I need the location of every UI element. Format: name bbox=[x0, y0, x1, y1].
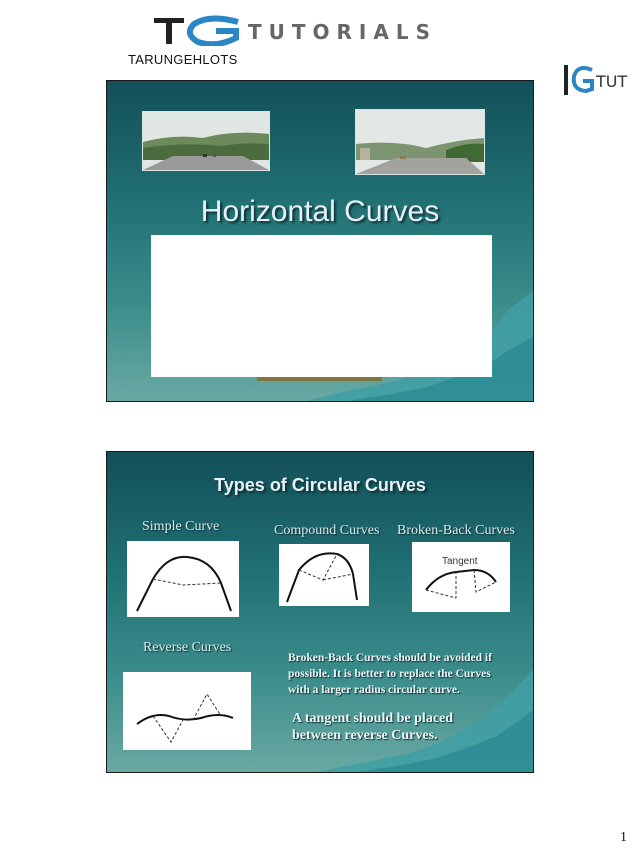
broken-back-note: Broken-Back Curves should be avoided if possible. It is better to replace the Curves with a larger radius circular curve. bbox=[288, 652, 492, 696]
slide-title: Horizontal Curves bbox=[200, 195, 440, 228]
label-reverse-curves: Reverse Curves bbox=[143, 640, 232, 655]
slide-types-of-circular-curves bbox=[106, 451, 534, 773]
page-number: 1 bbox=[620, 830, 627, 845]
slide-title: Types of Circular Curves bbox=[214, 475, 426, 495]
content-placeholder bbox=[151, 235, 492, 377]
highway-photo-1 bbox=[142, 111, 270, 171]
tg-logo-right bbox=[562, 62, 638, 98]
label-broken-back-curves: Broken-Back Curves bbox=[397, 523, 515, 538]
tangent-label: Tangent bbox=[442, 556, 478, 567]
author-name: TARUNGEHLOTS bbox=[128, 52, 238, 67]
tangent-note: A tangent should be placed between reverse Curves. bbox=[292, 711, 454, 743]
tg-tutorials-logo bbox=[150, 12, 495, 46]
simple-curve-diagram bbox=[127, 541, 239, 617]
broken-back-curve-diagram bbox=[412, 542, 510, 612]
logo-right-text: TUT bbox=[596, 72, 628, 91]
reverse-curve-diagram bbox=[123, 672, 251, 750]
highway-photo-2 bbox=[355, 109, 485, 175]
logo-text: TUTORIALS bbox=[248, 20, 437, 44]
label-simple-curve: Simple Curve bbox=[142, 519, 220, 534]
label-compound-curves: Compound Curves bbox=[274, 523, 380, 538]
slide-horizontal-curves bbox=[106, 80, 534, 402]
compound-curve-diagram bbox=[279, 544, 369, 606]
